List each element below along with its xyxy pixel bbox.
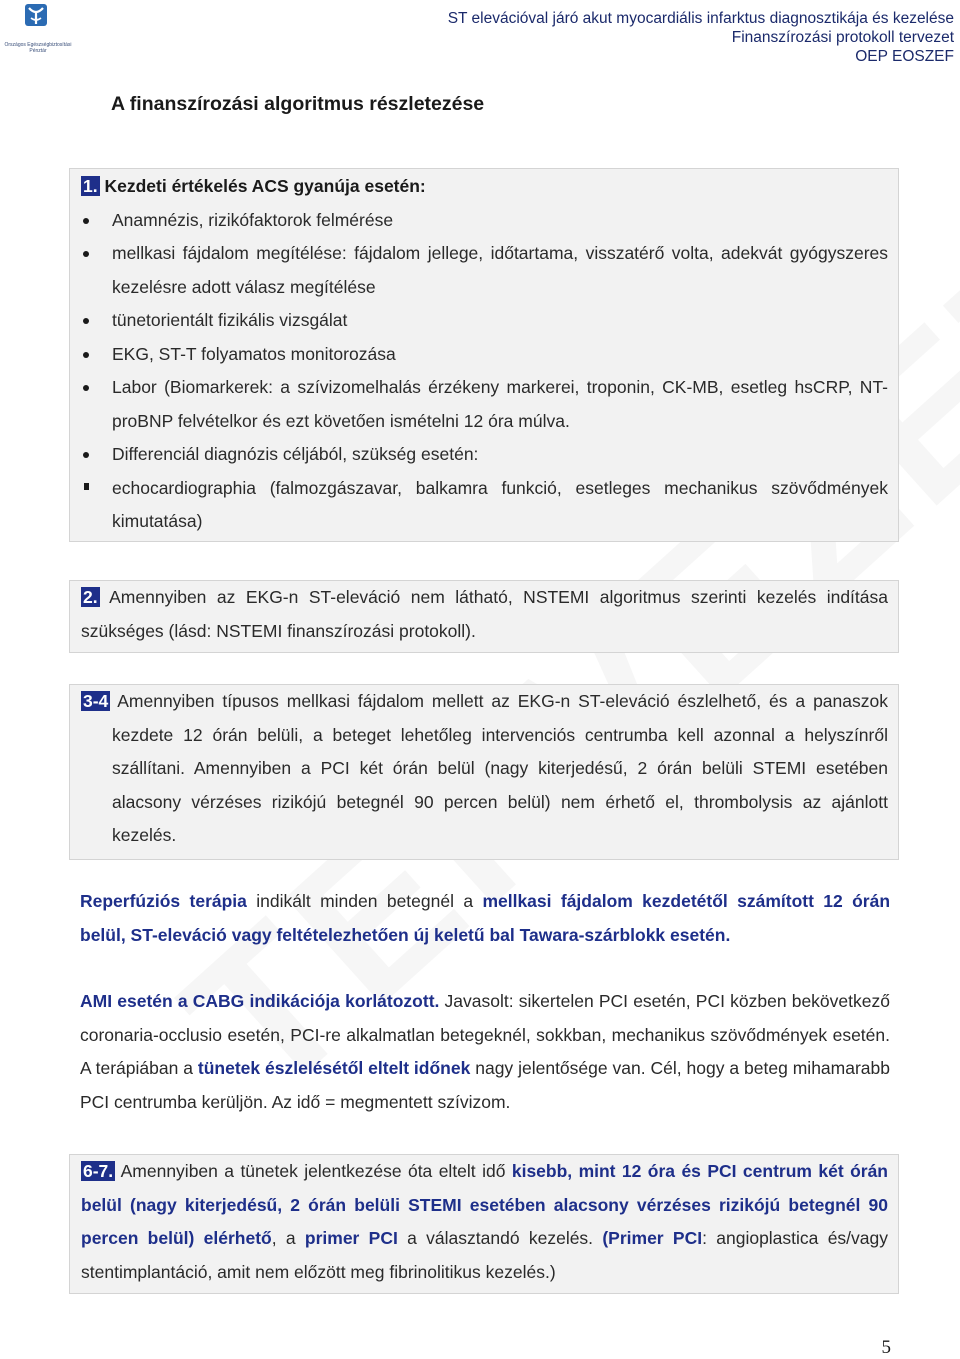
list-item: EKG, ST-T folyamatos monitorozása [81,338,888,372]
section-1-list [81,204,888,539]
section-1-title [81,170,888,204]
reperfusion-paragraph: Reperfúziós terápia indikált minden betegnél a mellkasi fájdalom kezdetétől számított 12 órán belül, ST-eleváció vagy feltételezhetően új keletű bal Tawara-szárblokk esetén. [80,891,891,945]
sub-list-item: echocardiographia (falmozgászavar, balkamra funkció, esetleges mechanikus szövődmények kimutatása) [81,472,888,539]
section-6-text: 6-7. Amennyiben a tünetek jelentkezése óta eltelt idő kisebb, mint 12 óra és PCI centrum két órán belül (nagy kiterjedésű, 2 órán belüli STEMI esetében alacsony vérzéses rizikójú betegnél 90 percen belül) elérhető, a primer PCI a választandó kezelés. (Primer PCI: angioplastica és/vagy stentimplantáció, amit nem előzött meg fibrinolitikus kezelés.) [81,1161,889,1282]
list-item: mellkasi fájdalom megítélése: fájdalom jellege, időtartama, visszatérő volta, adekvát gyógyszeres kezelésre adott válasz megítélése [81,237,888,304]
section-2-box [69,580,899,653]
header-subtitle: Finanszírozási protokoll tervezet [731,29,954,46]
bullet-icon [83,318,89,324]
logo-caption: Országos Egészségbiztosítási Pénztár [4,42,72,54]
section-6-box [69,1154,899,1294]
section-2-text: 2. Amennyiben az EKG-n ST-eleváció nem látható, NSTEMI algoritmus szerinti kezelés indítása szükséges (lásd: NSTEMI finanszírozási protokoll). [81,587,888,641]
page-number: 5 [881,1337,891,1358]
bullet-icon [83,452,89,458]
oep-logo [2,2,70,58]
list-item: Anamnézis, rizikófaktorok felmérése [81,204,888,238]
section-3-number: 3-4 [83,691,109,711]
page-heading: A finanszírozási algoritmus részletezése [111,93,485,115]
section-2-number: 2. [83,587,98,607]
square-bullet-icon [84,483,89,490]
section-3-box [69,684,899,860]
section-1-heading: Kezdeti értékelés ACS gyanúja esetén: [99,176,426,196]
list-item: Differenciál diagnózis céljából, szükség esetén: [81,438,888,472]
list-item: tünetorientált fizikális vizsgálat [81,304,888,338]
cabg-paragraph: AMI esetén a CABG indikációja korlátozott. Javasolt: sikertelen PCI esetén, PCI közben bekövetkező coronaria-occlusio esetén, PCI-re alkalmatlan betegeknél, sokkban, mechanikus szövődmények esetén. A terápiában a tünetek észlelésétől eltelt időnek nagy jelentősége van. Cél, hogy a beteg mihamarabb PCI centrumba kerüljön. Az idő = megmentett szívizom. [80,991,890,1112]
oep-logo-icon [2,2,70,42]
bullet-icon [83,218,89,224]
bullet-icon [83,352,89,358]
section-6-number: 6-7. [83,1161,114,1181]
section-1-box [69,168,899,542]
document-header [448,9,954,66]
section-1-number: 1. [83,176,98,196]
bullet-icon [83,385,89,391]
section-3-text: 3-4 Amennyiben típusos mellkasi fájdalom mellett az EKG-n ST-eleváció észlelhető, és a panaszok kezdete 12 órán belüli, a beteget lehetőleg intervenciós centrumba kell azonnal a helyszínről szállítani. Amennyiben a PCI két órán belül (nagy kiterjedésű, 2 órán belüli STEMI esetében alacsony vérzéses rizikójú betegnél 90 percen belül) nem érhető el, thrombolysis az ajánlott kezelés. [83,691,888,845]
header-title: ST elevációval járó akut myocardiális infarktus diagnosztikája és kezelése [447,10,954,27]
list-item: Labor (Biomarkerek: a szívizomelhalás érzékeny markerei, troponin, CK-MB, esetleg hsCRP, NT-proBNP felvételkor és ezt követően ismételni 12 óra múlva. [81,371,888,438]
header-org: OEP EOSZEF [855,48,954,65]
bullet-icon [83,251,89,257]
